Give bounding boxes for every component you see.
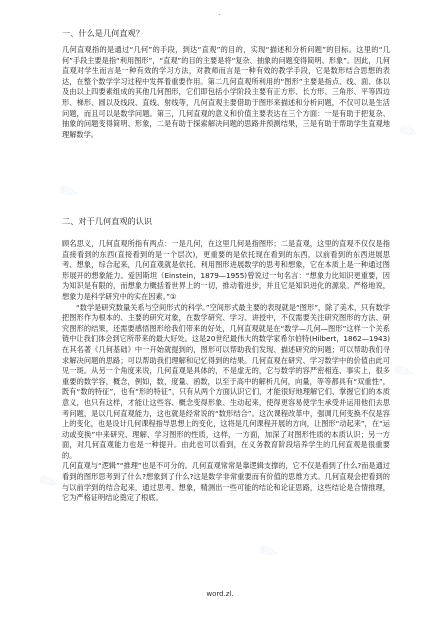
watermark-icon: ✎	[325, 37, 354, 68]
section-understanding-geometric-intuition	[62, 216, 390, 504]
section-paragraph: “数学是研究数量关系与空间形式的科学。”空间形式最主要的表现就是“图形”，除了美术，只有数学把图形作为根本的、主要的研究对象，在数学研究、学习、讲授中，不仅需要关注研究图形的方法、研究图形的结果，还需要感悟图形给我们带来的好处，几何直观就是在“数学—几何—图形”这样一个关系链中让我们体会到它所带来的最大好处。这是20世纪最伟大的数学家希尔伯特(Hilbert，1862—1943)在其名著《几何基础》中一开始就提到的，图形可以帮助我们发现、描述研究的问题；可以帮助我们寻求解决问题的思路；可以帮助我们理解和记忆得到的结果。几何直观在研究、学习数学中的价值由此可见一斑。从另一个角度来说，几何直观是具体的，不是虚无的，它与数学的容严密相连、事实上，很多重要的数学容，概念，例如，数，度量、函数，以至于高中的解析几何，向量，等等都具有“双重性”，既有“数的特征”，也有“形的特征”，只有从两个方面认识它们，才能很好地理解它们、掌握它们的本质意义，也只有这样，才能让这些容、概念变得形象、生动起来，使得更容易使学生承受并运用他们去思考问题，是以几何直观能力，这也就是经常说的“数形结合”。这次课程改革中，强调几何变换不仅是容上的变化，也是设计几何课程指导思想上的变化，这将是几何课程开展的方向，让图形“动起来”，在“运动或变换”中来研究、理解、学习图形的性质，这样，一方面，加深了对图形性质的本质认识；另一方面，对几何直观能力也是一种提升。由此也可以看到，在义务教育阶段培养学生的几何直观是很重要的。	[62, 302, 390, 460]
section-heading: 二、对于几何直观的认识	[62, 216, 153, 226]
section-paragraph: 几何直观与“逻辑”“推理”也是不可分的。几何直观常常是靠逻辑支撑的，它不仅是看到了什么?而是通过看到的图形思考到了什么?想象到了什么?这是数学非常重要而有价值的思维方式。几何直观会把看到的与以前学到的结合起来，通过思考、想象，精测出一些可能的结论和论证思路，这些结论是合情推理，它为严格证明结论奠定了根底。	[62, 461, 390, 503]
watermark-icon: ✎	[390, 357, 419, 388]
watermark-icon: ✎	[395, 117, 424, 148]
page-footer: word.zl.	[206, 590, 234, 598]
watermark-icon: ✎	[255, 537, 284, 568]
section-what-is-geometric-intuition	[62, 28, 390, 140]
watermark-icon: ✎	[35, 467, 64, 498]
watermark-icon: ✎	[55, 177, 84, 208]
section-heading: 一、什么是几何直观？	[62, 28, 144, 38]
section-paragraph: 顾名思义，几何直观所指有两点：一是几何，在这里几何是指图形；二是直观，这里的直观不仅仅是指直接看到的东西(直接看到的是一个层次)，更重要的是依托现在看到的东西，以前看到的东西进展思考、想象，综合起来，几何直观就是依托、利用图形进展数学的思考和想象，它在本质上是一种通过图形展开的想象能力。爱因斯坦（Einstein，1879—1955)曾说过一句名言：“想象力比知识更重要，因为知识是有限的，而想象力概括着世界上的一切，推动着进步，并且它是知识进化的源泉。严格地说，想象力是科学研究中的实在因素。”①	[62, 239, 390, 301]
section-paragraph: 几何直观指的是通过“几何”的手段，到达“直观”的目的，实现“描述和分析问题”的目标。这里的“几何”手段主要是指“利用图形”，“直观”的目的主要是将“复杂、抽象的问题变得简明、形象”。因此，几何直观对学生而言是一种有效的学习方法，对教师而言是一种有效的教学手段，它是数形结合思想的表达，在整个数学学习过程中发挥着重要作用。第二几何直观所利用的“图形”主要是指点、线、面、体以及由以上四要素组成的其他几何图形，它们即包括小学阶段主要有正方形、长方形、三角形、平等四边形、梯形、圆以及线段、直线、射线等，几何直观主要借助于图形来描述和分析问题，不仅可以是生活问题，而且可以是数学问题。第三，几何直观的意义和价值主要表达在三个方面：一是有助于把复杂、抽象的问题变得简明、形象，二是有助于探索解决问题的思路并预测结果，三是有助于帮助学生直观地理解数学。	[62, 45, 390, 139]
watermark-icon: ✎	[235, 257, 264, 288]
header-mark: .	[218, 8, 221, 17]
